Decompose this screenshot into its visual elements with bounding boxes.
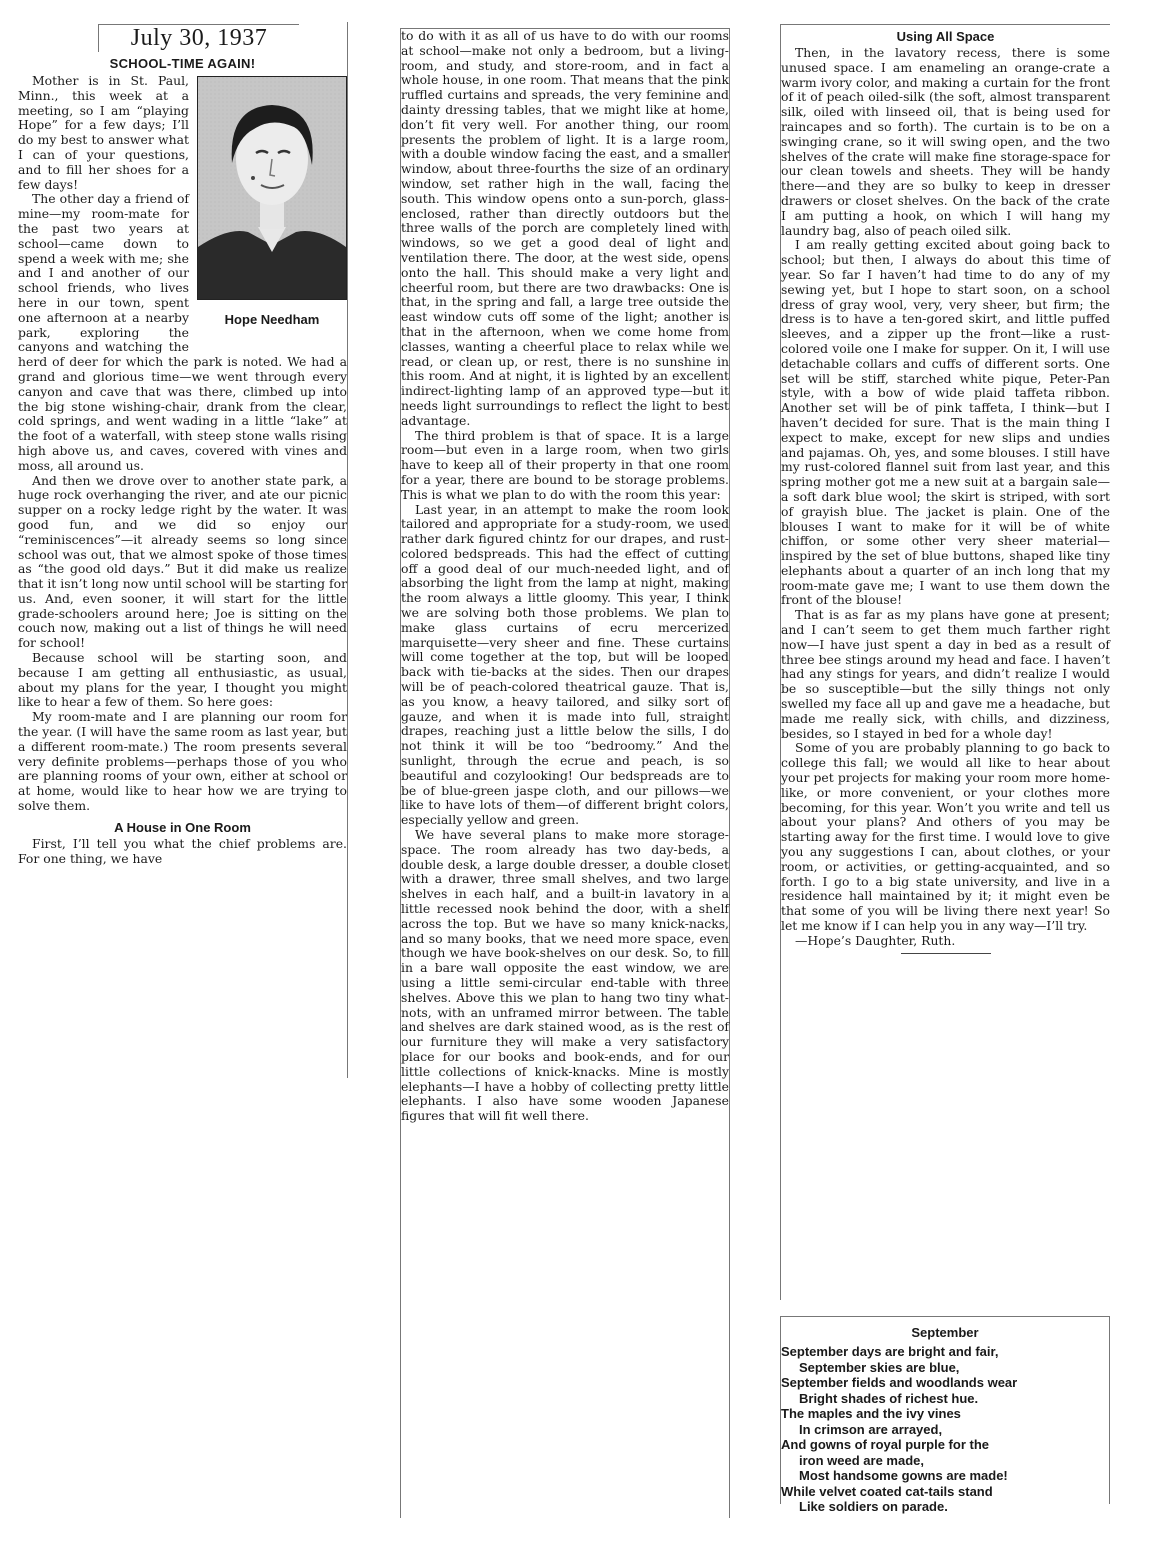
portrait-image — [197, 76, 347, 300]
portrait-illustration — [198, 77, 346, 299]
section-subhead: A House in One Room — [114, 819, 251, 835]
body-paragraph: Because school will be starting soon, and because I am getting all enthusiastic, as usual, about my plans for the year, I thought you might like to hear a few of them. So here goes: — [18, 650, 347, 710]
body-paragraph: My room-mate and I are planning our room for the year. (I will have the same room as last year, but a different room-mate.) The room presents several very definite problems—perhaps those of you who are planning rooms of your own, either at school or at home, would like to hear how we are trying to solve them. — [18, 709, 348, 814]
body-paragraph: We have several plans to make more storage-space. The room already has two day-beds, a double desk, a large double dresser, a double closet with a drawer, three small shelves, and two large shelves in each half, and a built-in lavatory in a little recessed nook behind the door, with a shelf across the top. But we have so many knick-nacks, and so many books, that we need more space, even though we have book-shelves on our desk. So, to fill in a bare wall opposite the east window, we are using a little semi-circular end-table with three shelves. Above this we plan to hang two tiny what-nots, with an unframed mirror between. The table and shelves are dark stained wood, as is the rest of our furniture they will make a very satisfactory place for our books and book-ends, and for our little collections of knick-knacks. Mine is mostly elephants—I have a hobby of collecting pretty little elephants. I also have some wooden Japanese figures that will fit well there. — [401, 827, 729, 1124]
poem-line: September fields and woodlands wear — [781, 1375, 1018, 1390]
body-paragraph: And then we drove over to another state park, a huge rock overhanging the river, and ate our picnic supper on a rocky ledge right by the water. It was good fun, and we did so enjoy our “reminiscences”—it already seems so long since school was out, that we almost spoke of those times as “the good old days.” But it did make us realize that it isn’t long now until school will be starting for us. And, even sooner, it will start for the little grade-schoolers around here; Joe is sitting on the couch now, making out a list of things he will need for school! — [18, 472, 347, 651]
body-paragraph: I am really getting excited about going back to school; but then, I always do about this time of year. So far I haven’t had time to do any of my sewing yet, but I hope to start soon, on a school dress of gray wool, very, very sheer, but firm; the dress is to have a ten-gored skirt, and little puffed sleeves, and a zipper up the front—like a rust-colored voile one I make for supper. On it, I will use detachable collars and cuffs of different sorts. One set will be stiff, starched white pique, Peter-Pan style, with a bow of wide plaid taffeta ribbon. Another set will be of pink taffeta, I think—but I haven’t decided for sure. That is the main thing I expect to make, except for new slips and undies and pajamas. Oh, yes, and some blouses. I still have my rust-colored flannel suit from last year, and this spring mother got me a new suit at a bargain sale—a soft dark blue wool; the skirt is striped, with sort of grayish blue. The jacket is plain. One of the blouses I want to make for it will be of white chiffon, or some other very sheer material—inspired by the set of blue buttons, shaped like tiny elephants about a quarter of an inch long that my room-mate gave me; I want to use them down the front of the blouse! — [781, 237, 1110, 608]
body-paragraph: to do with it as all of us have to do with our rooms at school—make not only a bedroom, but a living-room, and study, and store-room, and in fact a whole house, in one room. That means that the pink ruffled curtains and spreads, the very feminine and dainty dressing tables, that we might like at home, don’t fit very well. For another thing, our room presents the problem of light. It is a large room, with a double window facing the east, and a smaller window, about three-fourths the size of an ordinary window, set rather high in the wall, facing the south. This window opens onto a sun-porch, glass-enclosed, rather than directly outdoors but the three walls of the porch are completely lined with windows, so we get a good deal of light and ventilation there. The door, at the west side, opens onto the hall. This should make a very light and cheerful room, but there are two drawbacks: One is that, in the spring and fall, a large tree outside the east window cuts off some of the light; another is that in the afternoon, when we come home from classes, wanting a cheerful place to relax while we read, or clean up, or rest, there is no sunshine in this room. And at night, it is lighted by an excellent indirect-lighting lamp of an approved type—but it needs light surroundings to reflect the light to best advantage. — [401, 28, 729, 428]
body-paragraph: First, I’ll tell you what the chief problems are. For one thing, we have — [18, 835, 347, 866]
body-paragraph: The third problem is that of space. It is a large room—but even in a large room, when two girls have to keep all of their property in that one room for a year, there are bound to be storage problems. This is what we plan to do with the room this year: — [401, 427, 729, 502]
poem-line: While velvet coated cat-tails stand — [781, 1483, 993, 1499]
body-paragraph: That is as far as my plans have gone at present; and I can’t seem to get them much farther right now—I have just spent a day in bed as a result of three bee stings around my head and face. I haven’t had any stings for years, and didn’t realize I would be so susceptible—but the silly things not only swelled my face all up and gave me a headache, but made me really sick, with chills, and dizziness, besides, so I stayed in bed for a whole day! — [781, 607, 1110, 741]
body-paragraph: Last year, in an attempt to make the room look tailored and appropriate for a study-room, we used rather dark figured chintz for our drapes, and rust-colored bedspreads. This had the effect of cutting off a good deal of our much-needed light, and of absorbing the light from the lamp at night, making the room always a little gloomy. This year, I think we are solving both those problems. We plan to make glass curtains of ecru mercerized marquisette—very sheer and fine. These curtains will come together at the top, but will be looped back with tie-backs at the sides. Then our drapes will be of peach-colored theatrical gauze. That is, as you know, a heavy tailored, and silky sort of gauze, and when it is made into full, straight drapes, reaching just a little below the sills, I do not think it will be too “bedroomy.” And the sunlight, through the ecrue and peach, is so beautiful and cozylooking! Our bedspreads are to be of blue-green jaspe cloth, and our pillows—we like to have lots of them—of different bright colors, especially yellow and green. — [401, 501, 729, 828]
poem-line: In crimson are arrayed, — [799, 1421, 943, 1437]
signature-line: —Hope’s Daughter, Ruth. — [795, 932, 956, 948]
poem-line: Most handsome gowns are made! — [799, 1468, 1008, 1483]
article-column-1 — [18, 22, 348, 1078]
poem-line: Like soldiers on parade. — [799, 1499, 948, 1514]
poem-line: And gowns of royal purple for the — [781, 1437, 989, 1452]
body-paragraph: The other day a friend of mine—my room-mate for the past two years at school—came down to spend a week with me; she and I and another of our school friends, who lives here in our town, spent one afternoon at a nearby park, exploring the canyons and watching the herd of deer for which the park is noted. We had a grand and glorious time—we went through every canyon and cave that was there, climbed up into the big stone wishing-chair, drank from the clear, cold springs, and went wading in a little “lake” at the foot of a waterfall, with steep stone walls rising high above us, and caves, covered with vines and moss, all around us. — [18, 191, 347, 473]
body-paragraph: Some of you are probably planning to go back to college this fall; we would all like to hear about your pet projects for making your room more home-like, or more convenient, or your clothes more becoming, for this year. Won’t you write and tell us about your plans? And others of you may be starting away for the first time. I would love to give you any suggestions I can, about clothes, or your room, or activities, or getting-acquainted, and so forth. I go to a big state university, and live in a residence hall maintained by it; it might even be that some of you will be living there next year! So let me know if I can help you in any way—I’ll try. — [781, 740, 1110, 934]
poem-clipping — [780, 1316, 1110, 1514]
poem-line: September days are bright and fair, — [781, 1344, 999, 1359]
closing-rule — [901, 953, 991, 954]
poem-line: September skies are blue, — [799, 1359, 960, 1375]
article-column-3 — [780, 24, 1110, 1300]
poem-title: September — [911, 1325, 979, 1340]
poem-line: Bright shades of richest hue. — [799, 1390, 979, 1406]
body-paragraph: Then, in the lavatory recess, there is some unused space. I am enameling an orange-crate a warm ivory color, and making a curtain for the front of it of peach oiled-silk (the soft, almost transparent silk, oiled with linseed oil, that is being used for raincapes and so forth). The curtain is to be on a swinging crane, so it will swing open, and the two shelves of the crate will make fine storage-space for our clean towels and sheets. They will be handy there—and they are so bulky to keep in dresser drawers or closet shelves. On the back of the crate I am putting a hook, on which I will hang my laundry bag, also of peach oiled silk. — [781, 45, 1110, 238]
article-column-2 — [400, 28, 730, 1518]
poem-line: The maples and the ivy vines — [781, 1406, 961, 1421]
section-subhead: Using All Space — [896, 29, 995, 44]
article-headline: SCHOOL-TIME AGAIN! — [109, 56, 256, 71]
photo-caption: Hope Needham — [224, 312, 320, 327]
author-photo — [197, 76, 347, 338]
clipping-date: July 30, 1937 — [98, 24, 299, 52]
body-paragraph: Mother is in St. Paul, Minn., this week at a meeting, so I am “playing Hope” for a few days; I’ll do my best to answer what I can of your questions, and to fill her shoes for a few days! — [18, 73, 189, 192]
poem-line: iron weed are made, — [799, 1452, 924, 1468]
